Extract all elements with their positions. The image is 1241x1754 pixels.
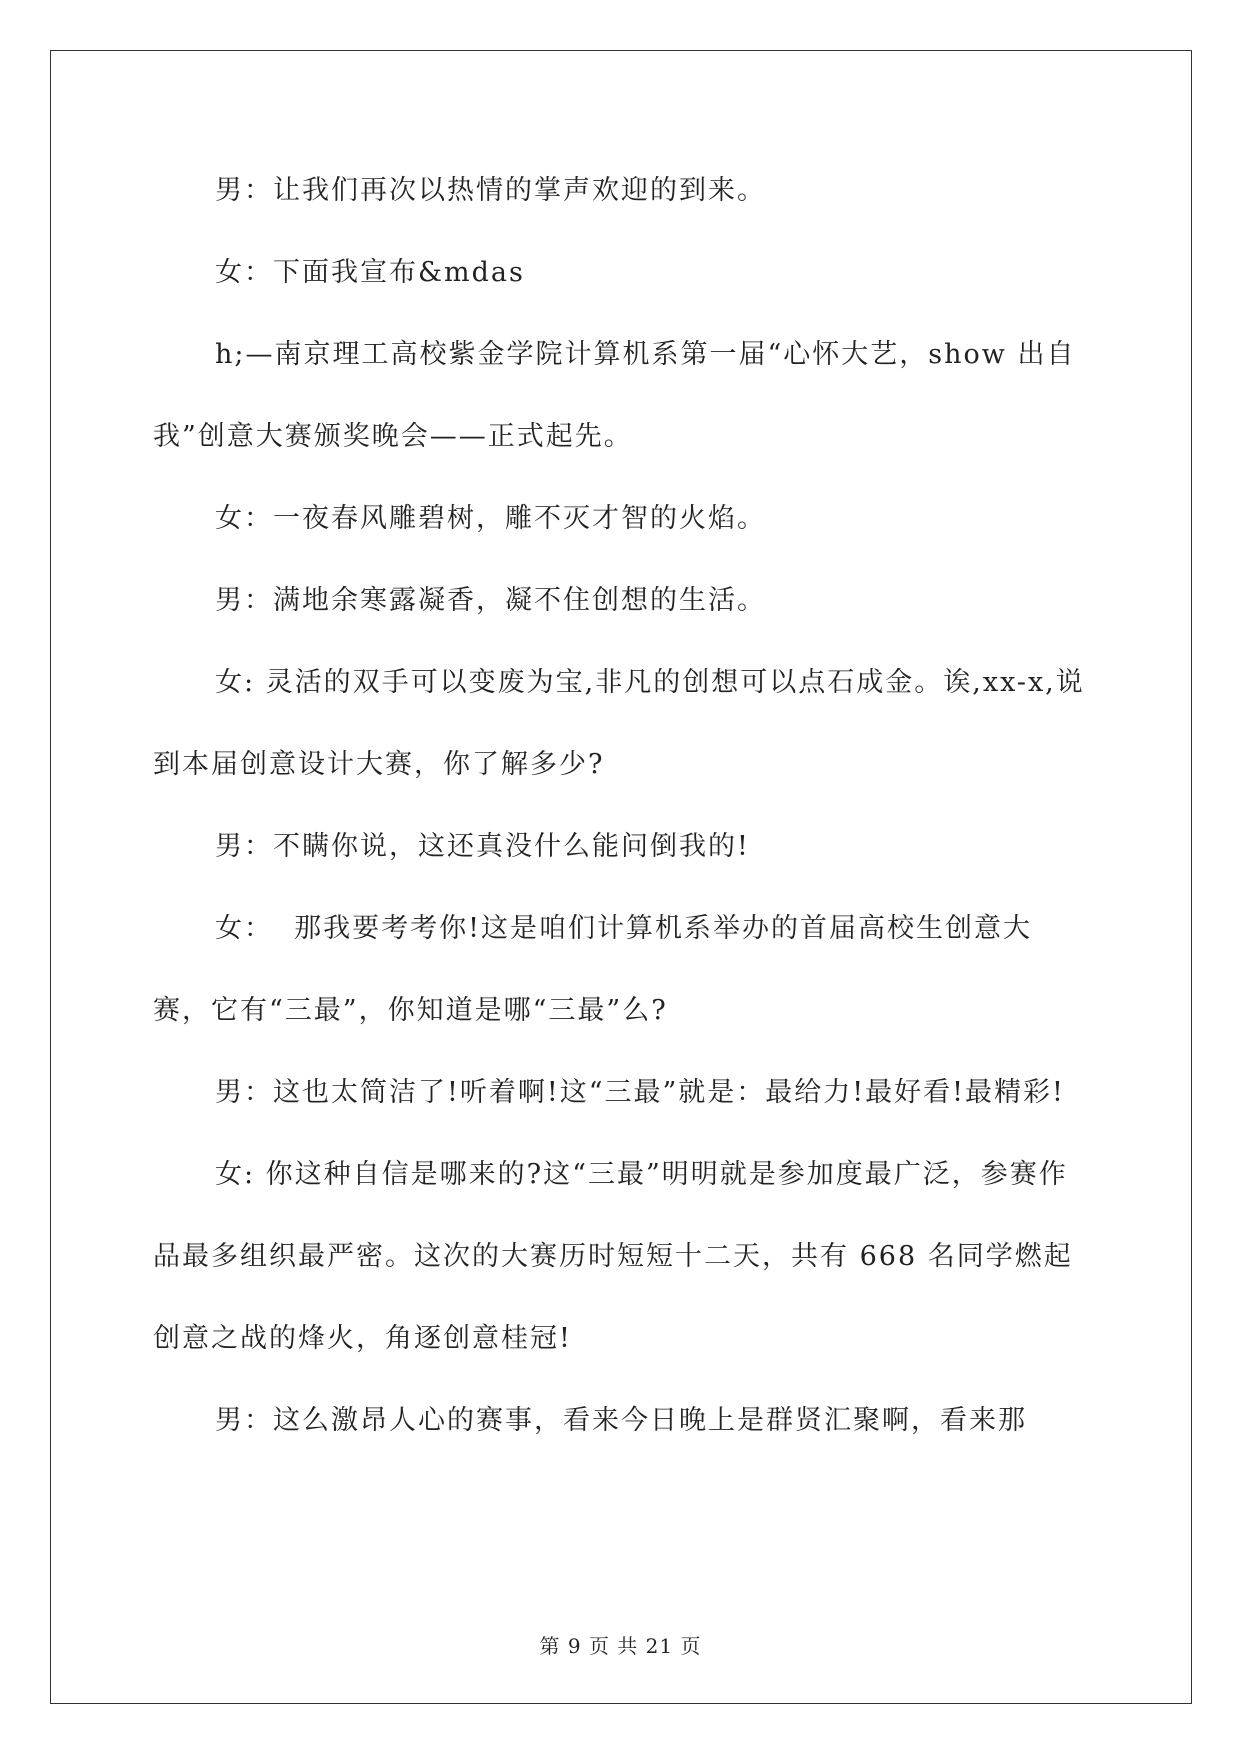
document-body	[153, 150, 1088, 1462]
paragraph: 女：一夜春风雕碧树，雕不灭才智的火焰。	[215, 503, 766, 534]
paragraph: 男：满地余寒露凝香，凝不住创想的生活。	[215, 585, 766, 616]
paragraph: 男：不瞒你说，这还真没什么能问倒我的!	[215, 831, 750, 862]
paragraph: h;—南京理工高校紫金学院计算机系第一届“心怀大艺，show 出自我”创意大赛颁奖晚会——正式起先。	[153, 339, 1076, 452]
paragraph: 男：让我们再次以热情的掌声欢迎的到来。	[215, 175, 766, 206]
paragraph: 女： 那我要考考你!这是咱们计算机系举办的首届高校生创意大赛，它有“三最”，你知道是哪“三最”么?	[153, 913, 1033, 1026]
paragraph: 女：下面我宣布&mdas	[215, 257, 525, 288]
paragraph: 男：这么激昂人心的赛事，看来今日晚上是群贤汇聚啊，看来那	[215, 1405, 1027, 1436]
paragraph: 女: 你这种自信是哪来的?这“三最”明明就是参加度最广泛，参赛作品最多组织最严密。这次的大赛历时短短十二天，共有 668 名同学燃起创意之战的烽火，角逐创意桂冠!	[153, 1159, 1073, 1354]
page-number-footer: 第 9 页 共 21 页	[539, 1634, 702, 1658]
paragraph: 男：这也太简洁了!听着啊!这“三最”就是：最给力!最好看!最精彩!	[215, 1077, 1065, 1108]
paragraph: 女: 灵活的双手可以变废为宝,非凡的创想可以点石成金。诶,xx-x,说到本届创意设计大赛，你了解多少?	[153, 667, 1085, 780]
